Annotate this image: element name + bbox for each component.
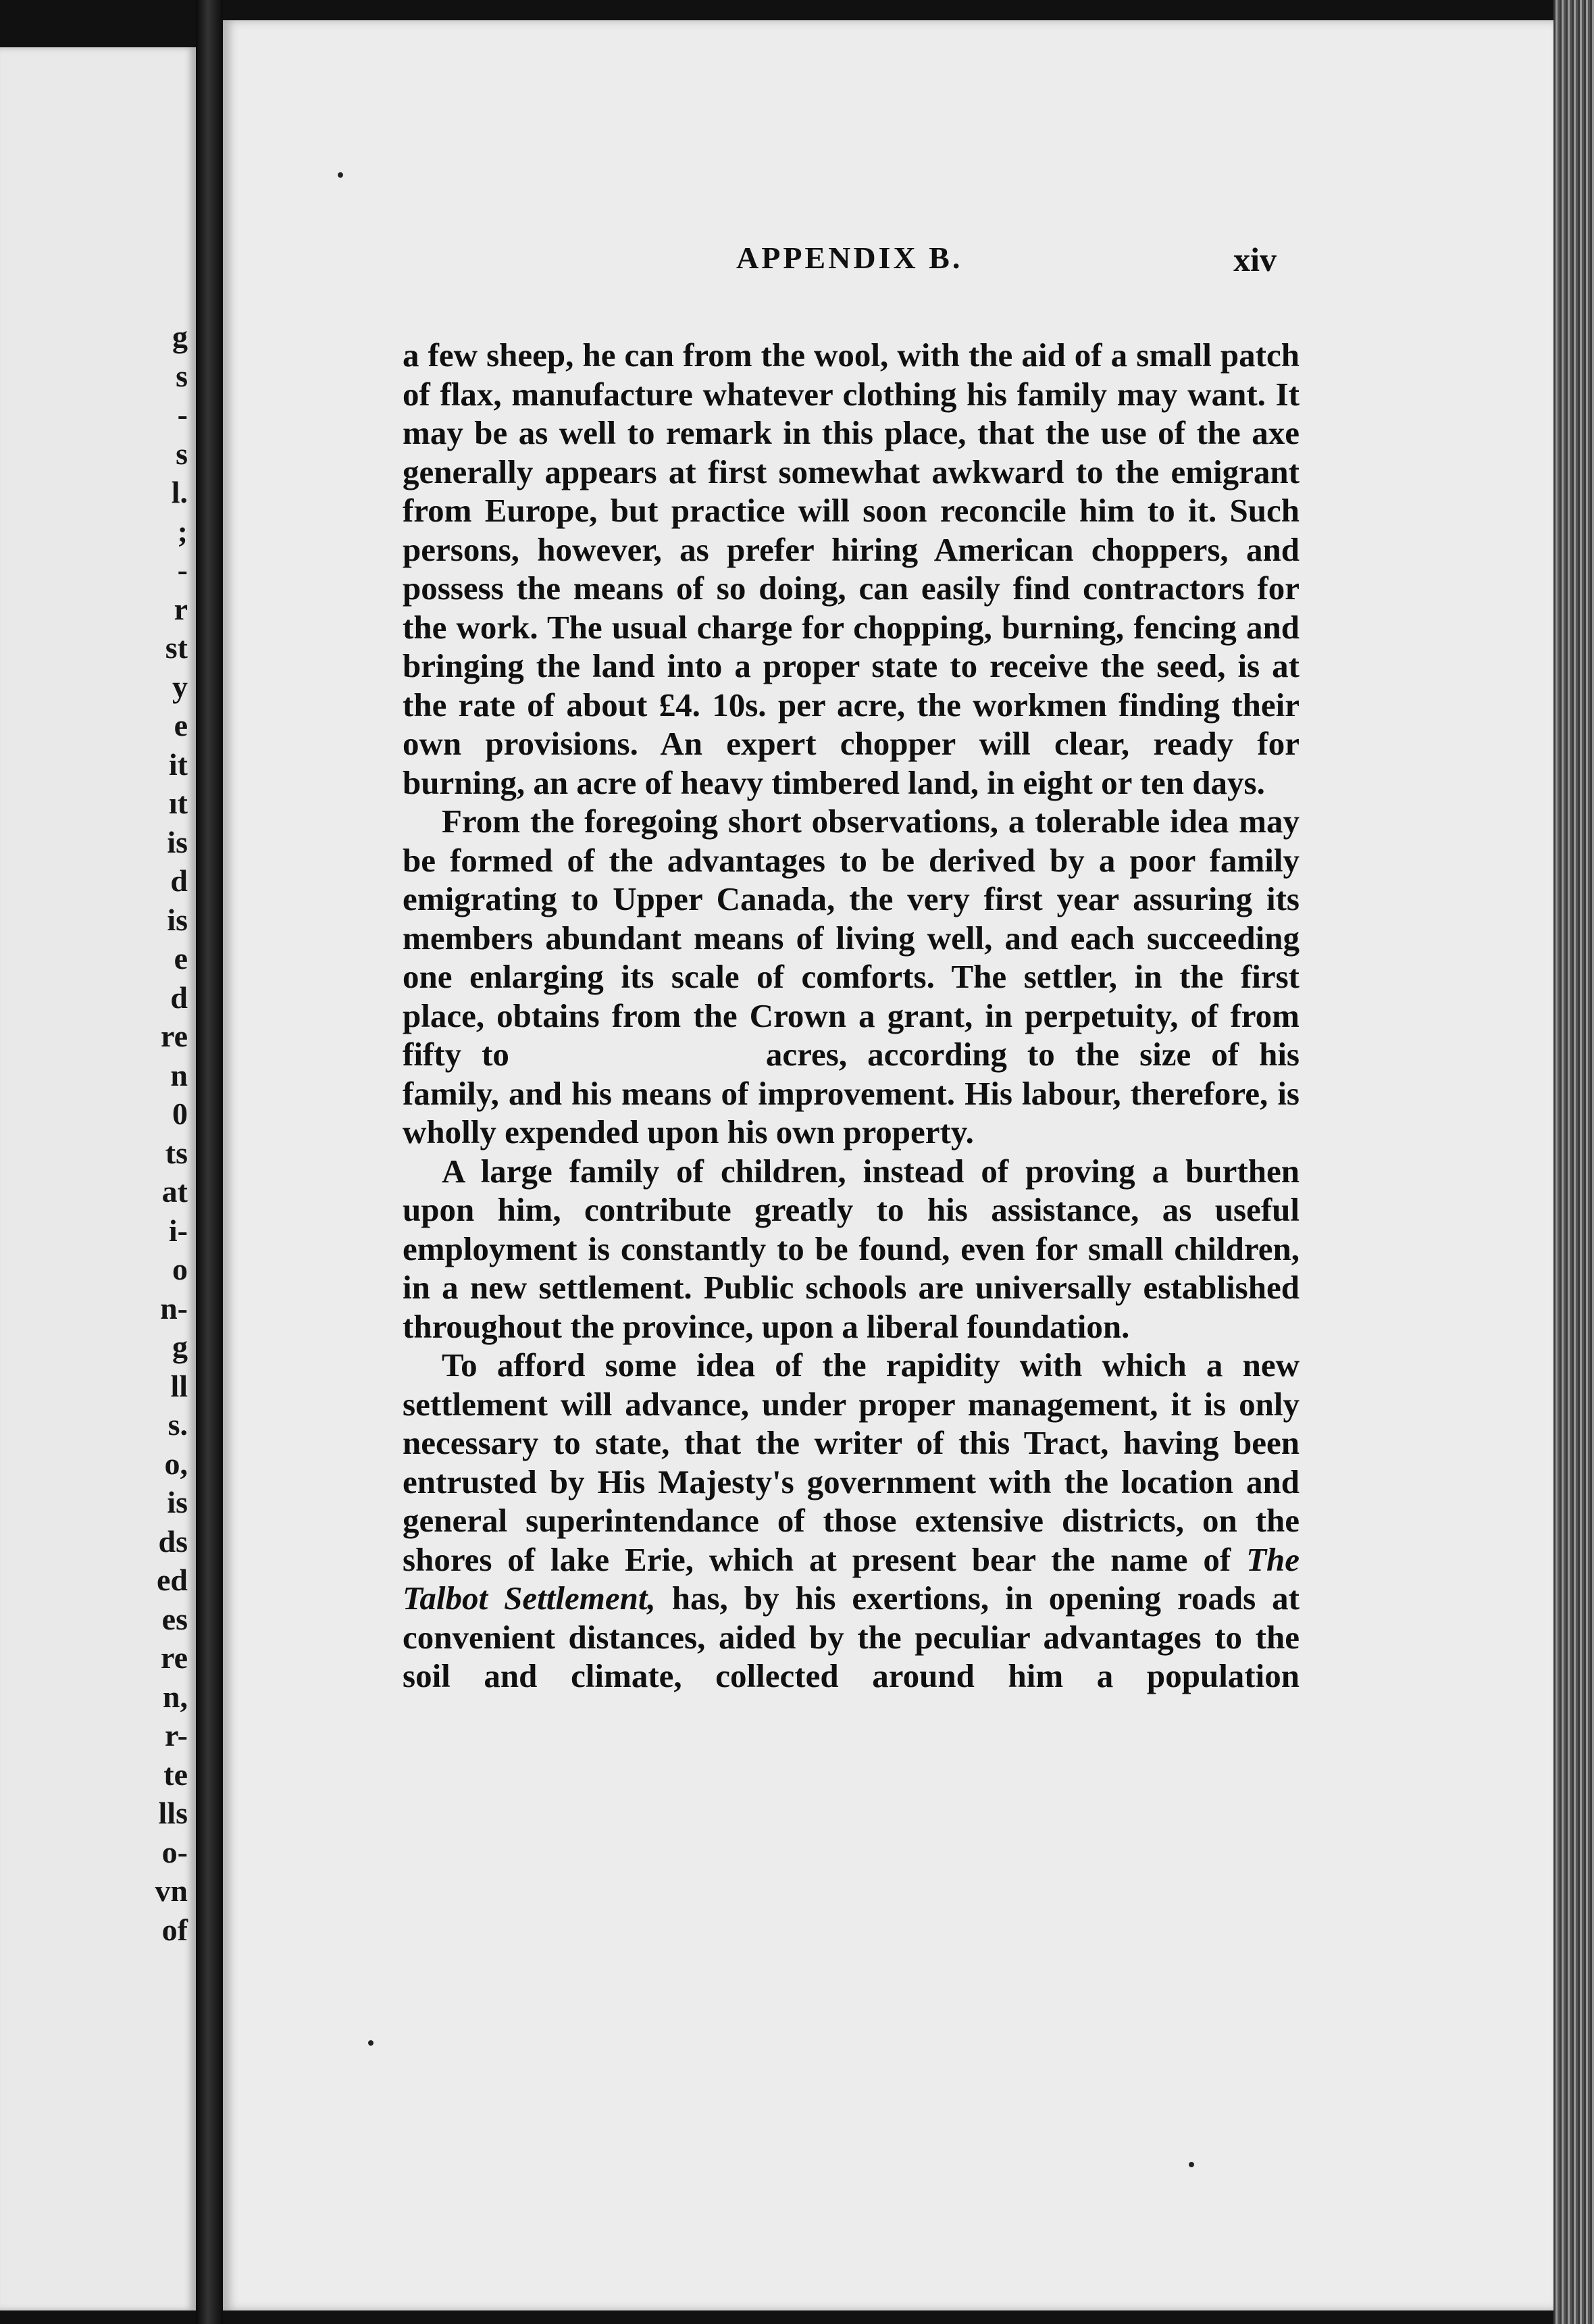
facing-page-fragments [107,318,188,1949]
paragraph-4-part-a: To afford some idea of the rapidity with which a new settlement will advance, under proper management, it is only necessary to state, that the writer of this Tract, having been entrusted by His Majesty's government with the location and general superintendance of those extensive districts, on the shores of lake Erie, which at present bear the name of [403,1346,1300,1578]
facing-page-fragment: ed [157,1563,188,1597]
paragraph-2-part-b: acres, according to the size of his family, and his means of improvement. His labour, therefore, is wholly expended upon his own property. [403,1036,1300,1151]
facing-page-fragment: i- [168,1213,188,1248]
facing-page-fragment: s [176,436,188,471]
facing-page-fragment: n, [162,1679,188,1714]
facing-page-fragment: is [167,824,188,859]
speck [338,172,343,178]
page-edges [1553,0,1594,2324]
facing-page-fragment: 0 [172,1096,188,1131]
facing-page-fragment: is [167,902,188,937]
speck [1189,2162,1194,2167]
facing-page-fragment: o, [164,1446,188,1481]
book-gutter [196,0,223,2324]
facing-page-fragment: d [170,863,188,898]
facing-page-fragment: e [174,941,188,976]
body-text [403,336,1300,1696]
facing-page-fragment: d [170,980,188,1015]
facing-page-fragment: ds [158,1523,188,1559]
facing-page-fragment: g [172,1330,188,1364]
facing-page-fragment: r- [164,1718,188,1752]
facing-page-fragment: it [168,747,188,782]
paragraph-4-part-b: has, by his exertions, in opening roads at convenient distances, aided by the peculiar advantages to the soil and climate, collected around him a population [403,1580,1300,1694]
page-header [520,240,1304,287]
facing-page-fragment: o [172,1252,188,1286]
facing-page-fragment: re [160,1640,188,1675]
facing-page-fragment: r [174,591,188,626]
facing-page-fragment: re [160,1019,188,1053]
facing-page-fragment: of [161,1912,188,1947]
facing-page-fragment: is [167,1485,188,1519]
facing-page-fragment: s [176,358,188,393]
facing-page-fragment: n- [160,1290,188,1325]
facing-page-fragment: - [177,553,188,587]
facing-page-fragment: at [161,1174,188,1209]
paragraph-4 [403,1346,1300,1696]
speck [368,2040,374,2046]
facing-page-fragment: e [174,708,188,742]
facing-page-fragment: ıt [168,786,188,820]
facing-page-fragment: vn [155,1873,188,1908]
facing-page-fragment: es [161,1601,188,1636]
facing-page-fragment: ts [165,1135,188,1170]
facing-page-fragment: lls [158,1796,188,1830]
talbot-settlement: The Talbot Settlement, [403,1540,1300,1617]
facing-page-fragment: o- [161,1834,188,1869]
paragraph-1: a few sheep, he can from the wool, with the aid of a small patch of flax, manufacture whatever clothing his family may want. It may be as well to remark in this place, that the use of the axe generally appears at first somewhat awkward to the emigrant from Europe, but practice will soon reconcile him to it. Such persons, however, as prefer hiring American choppers, and possess the means of so doing, can easily find contractors for the work. The usual charge for chopping, burning, fencing and bringing the land into a proper state to receive the seed, is at the rate of about £4. 10s. per acre, the workmen finding their own provisions. An expert chopper will clear, ready for burning, an acre of heavy timbered land, in eight or ten days. [403,336,1300,801]
facing-page-fragment: - [177,397,188,432]
paragraph-2-part-a: From the foregoing short observations, a tolerable idea may be formed of the advantages to be derived by a poor family emigrating to Upper Canada, the very first year assuring its members abundant means of living well, and each succeeding one enlarging its scale of comforts. The settler, in the first place, obtains from the Crown a grant, in perpetuity, of from fifty to [403,803,1300,1073]
facing-page-fragment: st [165,630,188,665]
paragraph-3: A large family of children, instead of proving a burthen upon him, contribute greatly to his assistance, as useful employment is constantly to be found, even for small children, in a new settlement. Public schools are universally established throughout the province, upon a liberal foundation. [403,1152,1300,1345]
facing-page-fragment: s. [168,1407,188,1442]
paragraph-2 [403,802,1300,1152]
page-number: xiv [1233,241,1277,278]
facing-page-fragment: ll [170,1368,188,1403]
running-head: APPENDIX B. [736,241,963,275]
facing-page-fragment: y [172,669,188,704]
facing-page-fragment: te [163,1757,188,1792]
facing-page-fragment: n [170,1057,188,1092]
facing-page-fragment: l. [171,475,188,509]
facing-page-edge [0,47,196,2310]
facing-page-fragment: g [172,320,188,354]
facing-page-fragment: ; [177,513,188,549]
